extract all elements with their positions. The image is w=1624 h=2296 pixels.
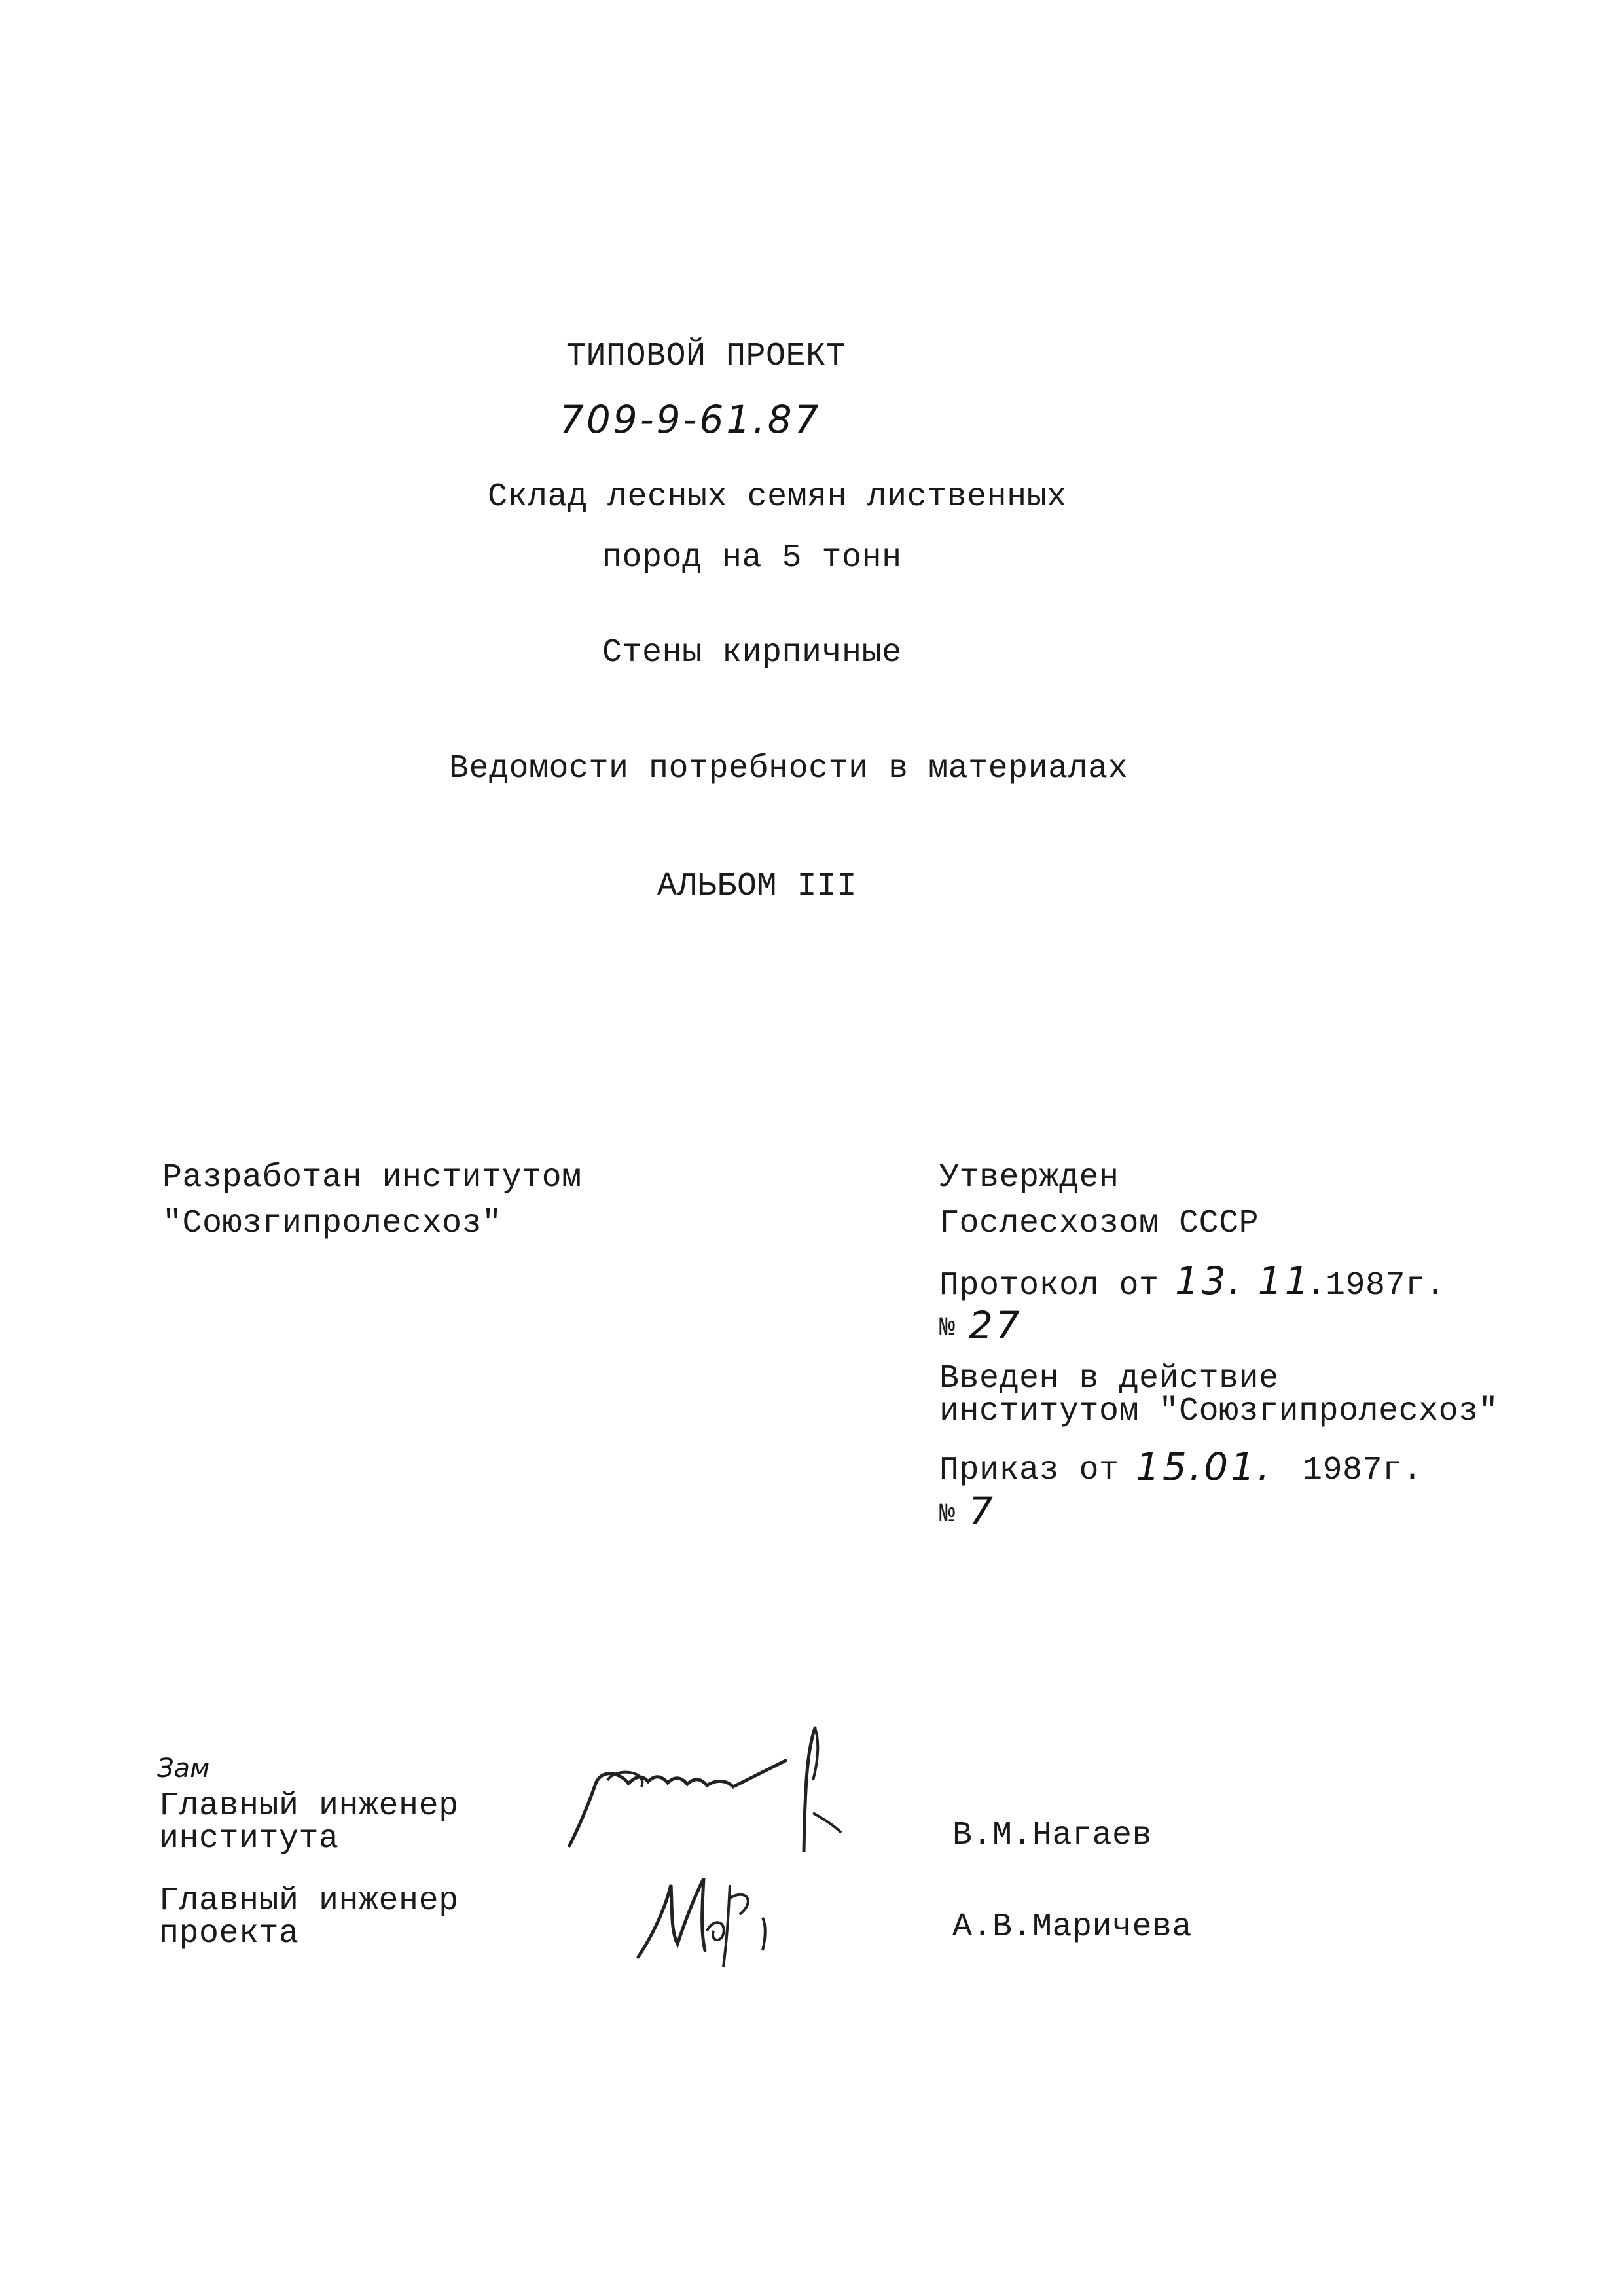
- walls-type: Стены кирпичные: [602, 634, 902, 672]
- protocol-label: Протокол от: [939, 1267, 1159, 1304]
- signature-marichева: [632, 1859, 802, 1970]
- order-label: Приказ от: [939, 1452, 1119, 1489]
- protocol-year: 1987г.: [1326, 1267, 1446, 1304]
- contents-title: Ведомости потребности в материалах: [449, 750, 1128, 787]
- project-type: ТИПОВОЙ ПРОЕКТ: [566, 338, 846, 375]
- deputy-note: Зам: [157, 1753, 210, 1784]
- approved-label: Утвержден: [939, 1159, 1119, 1196]
- album-number: АЛЬБОМ III: [657, 868, 857, 905]
- order-year: 1987г.: [1303, 1452, 1423, 1489]
- enacted-line1: Введен в действие: [939, 1360, 1279, 1397]
- order-date: 15.01.: [1136, 1444, 1272, 1489]
- project-name-line1: Склад лесных семян лиственных: [488, 478, 1067, 516]
- chief-institute-line1: Главный инженер: [159, 1787, 459, 1825]
- chief-project-name: А.В.Маричева: [952, 1909, 1193, 1946]
- protocol-no: 27: [969, 1303, 1022, 1348]
- chief-project-line1: Главный инженер: [159, 1882, 459, 1920]
- chief-project-line2: проекта: [159, 1915, 299, 1952]
- project-name-line2: пород на 5 тонн: [602, 539, 902, 577]
- project-number: 709-9-61.87: [560, 397, 821, 442]
- chief-institute-line2: института: [159, 1820, 339, 1857]
- protocol-no-label: №: [939, 1314, 956, 1343]
- order-no: 7: [969, 1489, 996, 1534]
- approved-by: Гослесхозом СССР: [939, 1205, 1259, 1242]
- chief-institute-name: В.М.Нагаев: [952, 1817, 1153, 1854]
- developer-line2: "Союзгипролесхоз": [162, 1205, 502, 1242]
- signature-nagaev: [556, 1721, 857, 1852]
- developer-line1: Разработан институтом: [162, 1159, 582, 1196]
- order-no-label: №: [939, 1500, 956, 1530]
- protocol-date: 13. 11.: [1175, 1259, 1326, 1303]
- enacted-line2: институтом "Союзгипролесхоз": [939, 1393, 1499, 1430]
